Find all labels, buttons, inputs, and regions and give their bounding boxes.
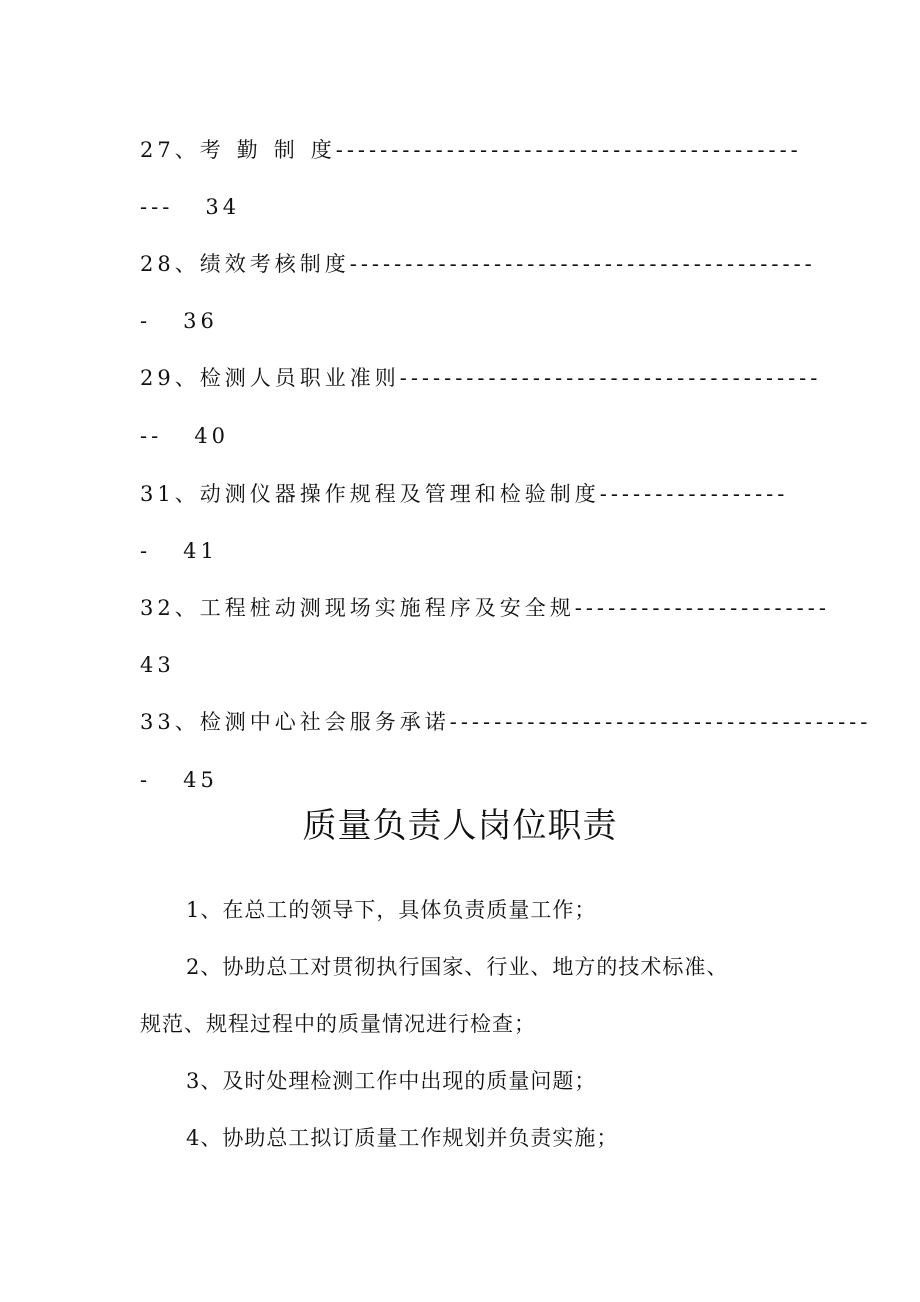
duty-item-1: 1、在总工的领导下，具体负责质量工作； [186,898,597,922]
toc-title: 31、动测仪器操作规程及管理和检验制度 [140,482,600,506]
toc-title: 33、检测中心社会服务承诺 [140,710,450,734]
toc-entry-29-page: -- 40 [140,424,229,448]
toc-entry-28 [140,250,816,278]
toc-page-number: 40 [194,424,229,448]
toc-leader: ------------------------------------------ [349,252,816,276]
toc-leader: -------------------------------------- [449,710,872,734]
toc-page-number: 36 [183,309,218,333]
duty-item-4: 4、协助总工拟订质量工作规划并负责实施； [186,1126,619,1150]
toc-entry-31-page: - 41 [140,539,218,563]
toc-entry-28-page: - 36 [140,309,218,333]
toc-title: 29、检测人员职业准则 [140,366,400,390]
toc-entry-27-page: --- 34 [140,195,241,219]
toc-entry-29 [140,364,822,392]
toc-leader: ----------------------- [574,596,830,620]
toc-page-number: 41 [183,539,218,563]
toc-entry-27 [140,136,802,164]
toc-title: 28、绩效考核制度 [140,252,350,276]
duty-item-2: 2、协助总工对贯彻执行国家、行业、地方的技术标准、 [186,955,729,979]
toc-leader: -------------------------------------- [399,366,822,390]
duty-item-3: 3、及时处理检测工作中出现的质量问题； [186,1069,597,1093]
toc-leader: ------------------------------------------ [335,138,802,162]
toc-entry-33-page: - 45 [140,768,218,792]
duty-item-2-continued: 规范、规程过程中的质量情况进行检查； [140,1012,536,1036]
toc-title: 32、工程桩动测现场实施程序及安全规 [140,596,575,620]
toc-entry-31 [140,480,789,508]
toc-page-number: 45 [183,768,218,792]
toc-title: 27、考勤制度 [140,138,336,162]
toc-entry-32-page [140,651,175,679]
section-title: 质量负责人岗位职责 [302,806,618,846]
toc-page-number: 43 [140,653,175,677]
toc-entry-33 [140,708,872,736]
toc-entry-32 [140,594,830,622]
toc-leader: ----------------- [599,482,789,506]
toc-page-number: 34 [205,195,241,219]
